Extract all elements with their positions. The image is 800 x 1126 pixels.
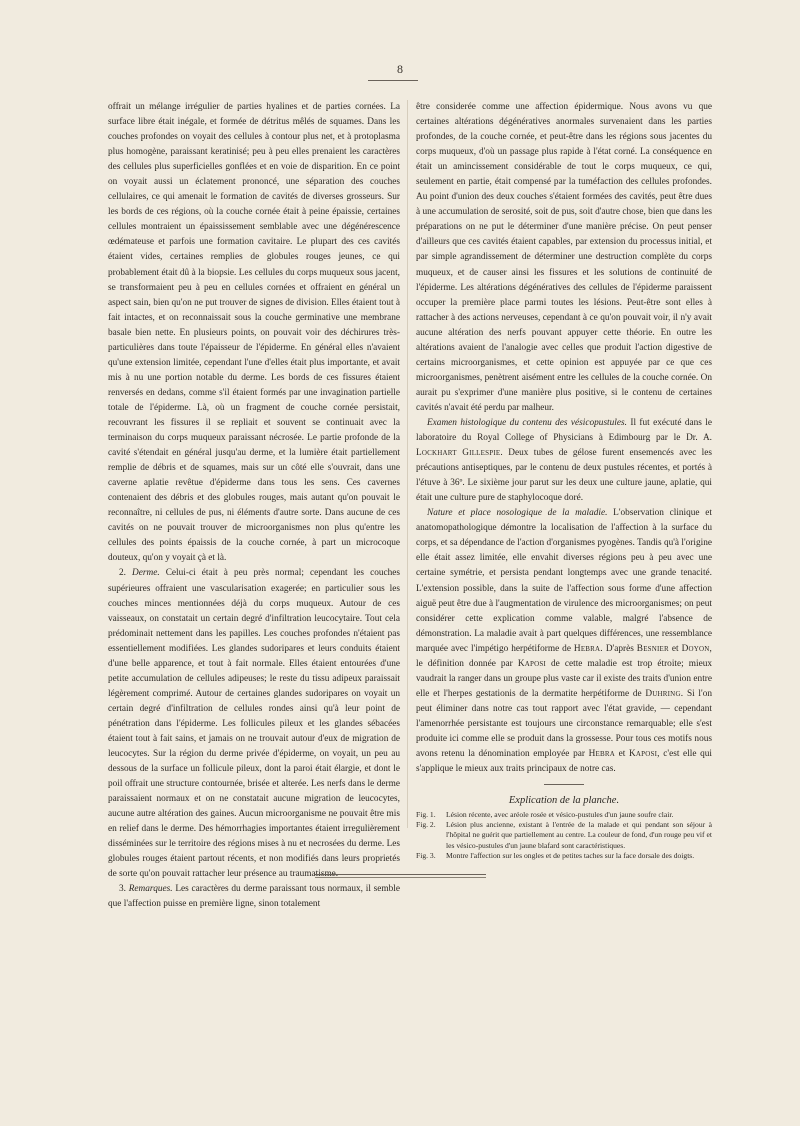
section-number: 3. — [119, 884, 126, 895]
author-kaposi: Kaposi — [517, 658, 546, 669]
figure-label: Fig. 1. — [416, 810, 436, 819]
remarques-text: Les caractères du derme paraissant tous normaux, il semble que l'affection puisse en première ligne, sinon totalement — [108, 884, 401, 910]
author-kaposi-2: Kaposi, — [628, 749, 660, 760]
section-title-examen: Examen histologique du contenu des vésicopustules. — [427, 417, 627, 428]
left-column — [108, 100, 400, 913]
nature-text-e: Si l'on peut éliminer dans notre cas tout rapport avec l'état gravide, — cependant l'amenorrhée persistante est toujours une circonstance remarquable; elle s'est produite ici comme elle se produit dans la grossesse. Pour tous ces motifs nous avons retenu la dénomination employée par — [416, 688, 712, 760]
author-doyon: Doyon, — [681, 643, 713, 654]
page-number: 8 — [397, 62, 403, 76]
explanation-title: Explication de la planche. — [508, 795, 620, 806]
nature-text-a: L'observation clinique et anatomopathologique démontre la localisation de l'affection à la surface du corps, et sa dépendance de l'action d'organismes pyogènes. Tandis qu'à l'origine elle était assez limitée, elle envahit diverses régions peu à peu avec une certaine symétrie, et persista pendant longtemps avec une grande tenacité. L'extension possible, dans la suite de l'affection sous forme d'une affection aiguë peut être due à l'augmentation de virulence des microorganismes; on peut considérer cette explication comme valable, malgré l'absence de démonstration. La maladie avait à part quelques différences, une ressemblance marquée avec l'impétigo herpétiforme de — [416, 508, 712, 654]
bottom-rule — [315, 874, 486, 875]
right-paragraph-nature — [416, 506, 712, 777]
section-title-derme: Derme. — [132, 568, 160, 579]
section-number: 2. — [119, 568, 126, 579]
author-hebra: Hebra. — [573, 643, 603, 654]
nature-text-et: et — [671, 643, 679, 654]
nature-text-b: D'après — [605, 643, 634, 654]
left-paragraph-remarques — [108, 882, 400, 912]
figure-label: Fig. 2. — [416, 820, 436, 830]
examen-text-a: Il fut exécuté dans le laboratoire du Royal College of Physicians à Edimbourg par le Dr. A. — [416, 417, 712, 444]
nature-text-f: c'est elle qui s'applique le mieux aux traits principaux de notre cas. — [416, 749, 712, 775]
right-paragraph-1: être considerée comme une affection épidermique. Nous avons vu que certaines altérations dégénératives anormales survenaient dans les parties profondes, de la couche cornée, et peut-être dans les régions sous jacentes du corps muqueux, d'où un passage plus rapide à l'état corné. La conséquence en était un amincissement considérable de tout le corps muqueux, ce qui, seulement en partie, était compensé par la tuméfaction des cellules profondes. Au point d'union des deux couches s'étaient formées des cavités, peut être dues à une accumulation de serosité, soit de pus, soit d'autre chose, bien que dans les préparations on ne put le déterminer d'une manière précise. On peut penser d'ailleurs que ces cavités étaient capables, par extension du processus initial, et par simple agrandissement de déterminer une destruction complète du corps muqueux, et de causer ainsi les fissures et les solutions de continuité de l'épiderme. Les altérations dégénératives des cellules de l'épiderme paraissent occuper la première place parmi toutes les lésions. Peut-être sont elles à rattacher à des actions nerveuses, cependant à ce qu'on pouvait voir, il n'y avait aucune altération des nerfs pouvant appuyer cette théorie. En outre les altérations avaient de l'analogie avec celles que produit l'action digestive de certains microorganismes, et cette opinion est appuyée par ce que ces microorganismes, penètrent aisément entre les cellules de la couche cornée. On aurait pu s'exprimer d'une manière plus positive, si le contenu de certaines cavités n'avait été perdu par malheur. — [416, 102, 712, 413]
section-title-remarques: Remarques. — [128, 884, 173, 895]
figure-caption — [416, 810, 712, 820]
author-name: Lockhart Gillespie. — [416, 448, 503, 459]
left-paragraph-1: offrait un mélange irrégulier de parties hyalines et de parties cornées. La surface libre était inégale, et formée de détritus mêlés de squames. Dans les couches profondes on voyait des cellules à contour plus net, et à protoplasma plus homogène, paraissant keratinisé; peu à peu elles prenaient les caractères des cellules plus superficielles gonflées et en voie de disparition. En ce point on voyait aussi un éclatement prononcé, une séparation des couches cellulaires, ce qui amenait le formation de cavités de diverses grosseurs. Sur les bords de ces régions, où la couche cornée était à peine épaissie, certaines cellules montraient un épaississement semblable avec une dégénérescence œdémateuse et parfois une formation cavitaire. Le plupart des ces cavités étaient vides, certaines remplies de globules rouges jeunes, ce qui probablement était dû à la biopsie. Les cellules du corps muqueux sous jacent, se transformaient peu à peu en cellules cornées et offraient en général un aspect sain, bien qu'on ne put trouver de signes de division. Elles étaient tout à fait intactes, et on reconnaissait sous la couche germinative une membrane basale bien nette. En plusieurs points, on pouvait voir des déchirures très-particulières dans toute l'épaisseur de l'épiderme. En général elles n'avaient qu'une extension limitée, cependant l'une d'elles était plus importante, et avait mis à nu une portion notable du derme. Les bords de ces fissures étaient renversés en dedans, comme s'il étaient formés par une invagination partielle totale de l'épiderme. Là, où un fragment de couche cornée persistait, recouvrant les fissures il se repliait et souvent se continuait avec la terminaison du corps muqueux paraissant nécrosée. Le partie profonde de la cavité s'étendait en général jusqu'au derme, et la lumière était partiellement remplie de débris et de squames, mais sur un côté elle s'ouvrait, dans une caverne aplatie revêtue d'épiderme dans tous les sens. Ces cavernes contenaient des débris et des globules rouges, mais autant qu'on pouvait le reconnaître, ni cellules de pus, ni éléments d'autre sorte. Dans aucune de ces cavités on ne pouvait trouver de microorganismes non plus qu'entre les cellules des points épaissis de la couche cornée, à part un microcoque douteux, qu'on y voyait çà et là. — [108, 102, 400, 564]
figure-caption — [416, 820, 712, 851]
right-column — [416, 100, 712, 777]
figure-caption — [416, 851, 712, 861]
author-besnier: Besnier — [636, 643, 669, 654]
figure-text: Montre l'affection sur les ongles et de petites taches sur la face dorsale des doigts. — [446, 850, 695, 860]
author-hebra-2: Hebra — [588, 749, 615, 760]
author-duhring: Duhring. — [645, 688, 684, 699]
nature-text-d: de cette maladie est trop étroite; mieux vaudrait la ranger dans un groupe plus vaste car il existe des traits d'union entre elle et l'herpes gestationis de la dermatite herpétiforme de — [416, 658, 712, 699]
right-paragraph-examen — [416, 416, 712, 506]
nature-text-et-2: et — [618, 749, 626, 760]
bottom-rule-double — [315, 877, 486, 878]
examen-text-b: Deux tubes de gélose furent ensemencés avec les précautions antiseptiques, par le contenu de deux pustules récentes, et portés à l'étuve à 36º. Le sixième jour parut sur les deux une culture jaune, aplatie, qui était une culture pure de staphylocoque doré. — [416, 448, 713, 504]
left-paragraph-derme — [108, 566, 400, 882]
nature-text-c: le définition donnée par — [416, 658, 513, 669]
figure-text: Lésion plus ancienne, existant à l'entrée de la malade et qui pendant son séjour à l'hôpital ne guérit que partiellement au centre. La couleur de fond, d'un rouge peu vif et les vésico-pustules d'un jaune blafard sont caractéristiques. — [446, 820, 712, 850]
explanation-rule — [544, 784, 584, 785]
figure-label: Fig. 3. — [416, 850, 436, 860]
derme-text: Celui-ci était à peu près normal; cependant les couches supérieures offraient une vascularisation exagerée; en particulier sous les couches minces mentionnées déjà du corps muqueux. Autour de ces vaisseaux, on constatait un certain degré d'infiltration leucocytaire. Tout cela prédominait nettement dans les papilles. Les couches profondes n'étaient pas essentiellement modifiées. Les glandes sudoripares et leurs conduits étaient d'une belle apparence, et tout à fait normale. Elles étaient entourées d'une petite accumulation de cellules adipeuses; le reste du tissu adipeux paraissait légèrement comprimé. Autour de certaines glandes sudoripares on voyait un certain degré d'infiltration de cellules rondes ainsi qu'à leur point de pénétration dans l'épiderme. Les follicules pileux et les glandes sébacées étaient tout à fait sains, et jamais on ne trouvait autour d'eux de migration de leucocytes. Sur la région du derme privée d'épiderme, on voyait, un peu au dessous de la surface un follicule pileux, dont la paroi était élargie, et dont le poil offrait une structure contournée, brisée et alterée. Les nerfs dans le derme paraissaient normaux et on ne constatait aucune migration de leucocytes, aucune autre altération des gaines. Aucun microorganisme ne pouvait être mis en relief dans le derme. Des hémorrhagies importantes étaient irregulièrement disséminées sur le territoire des régions mises à nu et necrosées du derme. Les globules rouges étaient partout récents, et non modifiés dans leurs proprietés de sorte qu'on pouvait rattacher leur présence au traumatisme. — [108, 568, 401, 880]
header-rule — [368, 80, 418, 81]
column-divider — [407, 100, 408, 828]
plate-explanation — [416, 784, 712, 861]
section-title-nature: Nature et place nosologique de la maladie. — [427, 508, 608, 519]
figure-text: Lésion récente, avec aréole rosée et vésico-pustules d'un jaune soufre clair. — [446, 810, 674, 819]
